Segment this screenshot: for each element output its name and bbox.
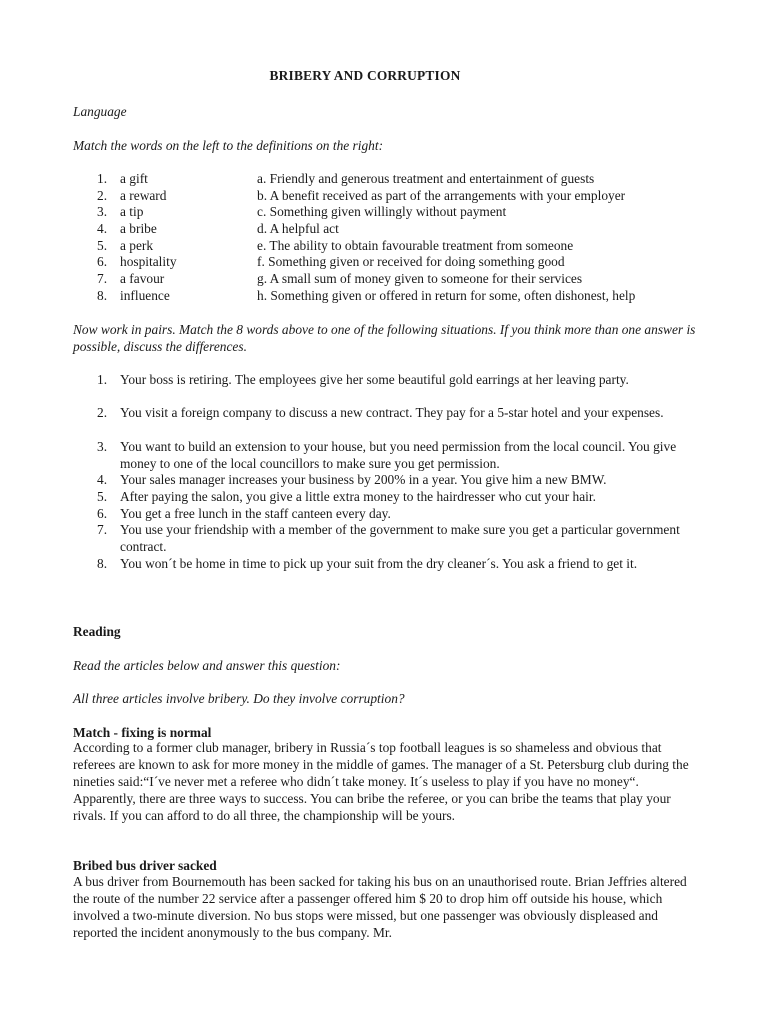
match-item-number: 1. <box>97 171 108 186</box>
match-item-word: a reward <box>120 188 167 203</box>
situation-number: 4. <box>97 472 108 487</box>
situation-number: 6. <box>97 506 108 521</box>
match-item-number: 2. <box>97 188 108 203</box>
article-body: According to a former club manager, bribery in Russia´s top football leagues is so shameless and obvious that referees are known to ask for more money in the middle of games. The manager of a St. Petersburg club during the nineties said:“I´ve never met a referee who didn´t take money. It´s useless to play if you have no money“. Apparently, there are three ways to success. You can bribe the referee, or you can bribe the teams that play your rivals. If you can afford to do all three, the championship will be yours. <box>73 740 689 823</box>
page-title: BRIBERY AND CORRUPTION <box>269 68 461 83</box>
reading-heading: Reading <box>73 624 121 639</box>
match-item-word: a tip <box>120 204 144 219</box>
situation-text: You won´t be home in time to pick up your suit from the dry cleaner´s. You ask a friend to get it. <box>120 556 638 571</box>
situation-number: 8. <box>97 556 108 571</box>
match-item-word: hospitality <box>120 254 177 269</box>
match-item-definition: c. Something given willingly without payment <box>257 204 507 219</box>
match-item-number: 8. <box>97 288 108 303</box>
match-item-definition: b. A benefit received as part of the arrangements with your employer <box>257 188 626 203</box>
situation-text: Your sales manager increases your business by 200% in a year. You give him a new BMW. <box>120 472 607 487</box>
match-item-word: a favour <box>120 271 165 286</box>
reading-instruction: Read the articles below and answer this question: <box>73 658 341 673</box>
match-item-word: a bribe <box>120 221 157 236</box>
pairs-instruction: Now work in pairs. Match the 8 words above to one of the following situations. If you think more than one answer is possible, discuss the differences. <box>73 322 696 354</box>
match-item-definition: h. Something given or offered in return for some, often dishonest, help <box>257 288 636 303</box>
situation-text: You get a free lunch in the staff canteen every day. <box>120 506 391 521</box>
language-heading: Language <box>73 104 127 119</box>
situation-number: 2. <box>97 405 108 420</box>
match-item-number: 5. <box>97 238 108 253</box>
situation-text: You use your friendship with a member of the government to make sure you get a particular government contract. <box>120 522 680 554</box>
situation-number: 3. <box>97 439 108 454</box>
situation-text: You visit a foreign company to discuss a new contract. They pay for a 5-star hotel and your expenses. <box>120 405 664 420</box>
match-item-number: 4. <box>97 221 108 236</box>
reading-question: All three articles involve bribery. Do they involve corruption? <box>73 691 405 706</box>
article-headline: Match - fixing is normal <box>73 725 212 740</box>
situation-text: Your boss is retiring. The employees give her some beautiful gold earrings at her leaving party. <box>120 372 629 387</box>
match-item-definition: e. The ability to obtain favourable treatment from someone <box>257 238 574 253</box>
match-instruction: Match the words on the left to the definitions on the right: <box>73 138 384 153</box>
article-headline: Bribed bus driver sacked <box>73 858 217 873</box>
match-item-definition: d. A helpful act <box>257 221 339 236</box>
situation-number: 1. <box>97 372 108 387</box>
situation-text: You want to build an extension to your house, but you need permission from the local council. You give money to one of the local councillors to make sure you get permission. <box>120 439 677 471</box>
match-item-definition: a. Friendly and generous treatment and entertainment of guests <box>257 171 595 186</box>
match-item-number: 6. <box>97 254 108 269</box>
match-item-definition: g. A small sum of money given to someone for their services <box>257 271 583 286</box>
match-item-word: a perk <box>120 238 154 253</box>
situation-text: After paying the salon, you give a little extra money to the hairdresser who cut your hair. <box>120 489 596 504</box>
situation-number: 7. <box>97 522 108 537</box>
article-body: A bus driver from Bournemouth has been sacked for taking his bus on an unauthorised route. Brian Jeffries altered the route of the number 22 service after a passenger offered him $ 20 to drop him off outside his house, which involved a two-minute diversion. No bus stops were missed, but one passenger was obviously displeased and reported the incident anonymously to the bus company. Mr. <box>73 874 687 940</box>
match-item-definition: f. Something given or received for doing something good <box>257 254 565 269</box>
match-item-word: influence <box>120 288 170 303</box>
situation-number: 5. <box>97 489 108 504</box>
match-item-number: 3. <box>97 204 108 219</box>
match-item-number: 7. <box>97 271 108 286</box>
match-item-word: a gift <box>120 171 148 186</box>
